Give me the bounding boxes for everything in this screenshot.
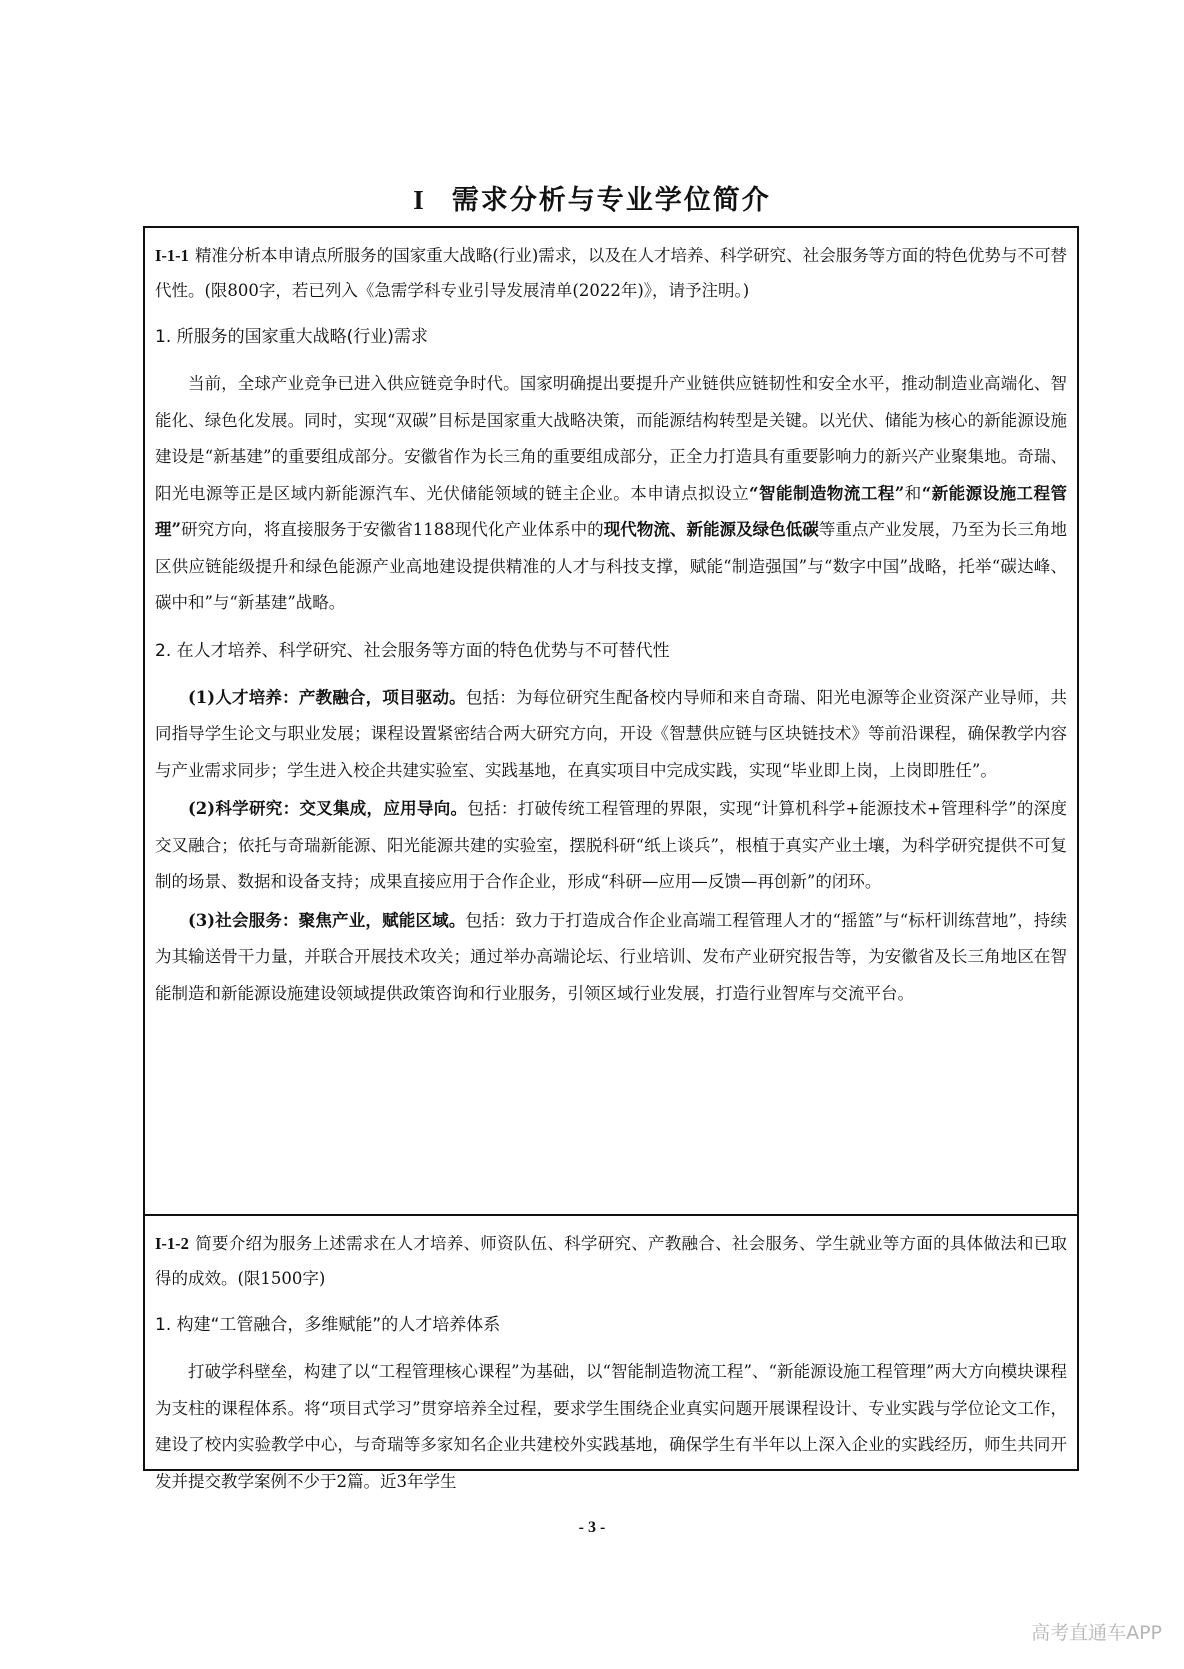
section-question bbox=[155, 1226, 1067, 1296]
title-number: I bbox=[413, 185, 426, 215]
section-question bbox=[155, 238, 1067, 308]
paragraph-strategy bbox=[155, 366, 1067, 622]
text-run: 和 bbox=[904, 483, 922, 503]
title-text: 需求分析与专业学位简介 bbox=[451, 185, 771, 216]
paragraph-scientific-research bbox=[155, 791, 1067, 901]
text-run: 等重点产业发展，乃至为长三角地区供应链能级提升和绿色能源产业高地建设提供精准的人才与科技支撑，赋能“制造强国”与“数字中国”战略，托举“碳达峰、碳中和”与“新基建”战略。 bbox=[155, 520, 1068, 612]
paragraph-training-system: 打破学科壁垒，构建了以“工程管理核心课程”为基础，以“智能制造物流工程”、“新能源设施工程管理”两大方向模块课程为支柱的课程体系。将“项目式学习”贯穿培养全过程，要求学生围绕企业真实问题开展课程设计、专业实践与学位论文工作，建设了校内实验教学中心，与奇瑞等多家知名企业共建校外实践基地，确保学生有半年以上深入企业的实践经历，师生共同开发并提交教学案例不少于2篇。近3年学生 bbox=[155, 1362, 1067, 1491]
item-text: 包括：为每位研究生配备校内导师和来自奇瑞、阳光电源等企业资深产业导师，共同指导学生论文与职业发展；课程设置紧密结合两大研究方向，开设《智慧供应链与区块链技术》等前沿课程，确保教学内容与产业需求同步；学生进入校企共建实验室、实践基地，在真实项目中完成实践，实现“毕业即上岗，上岗即胜任”。 bbox=[155, 687, 1067, 780]
watermark: 高考直通车APP bbox=[1031, 1622, 1162, 1644]
page-title bbox=[0, 178, 1184, 217]
item-lead: (1)人才培养：产教融合，项目驱动。 bbox=[188, 687, 466, 707]
bold-run: “新能源设施工程管理” bbox=[155, 483, 1068, 539]
heading-training-system: 1. 构建“工管融合，多维赋能”的人才培养体系 bbox=[155, 1315, 501, 1335]
content-frame bbox=[143, 226, 1079, 1491]
question-text: 精准分析本申请点所服务的国家重大战略(行业)需求，以及在人才培养、科学研究、社会服务等方面的特色优势与不可替代性。(限800字，若已列入《急需学科专业引导发展清单(2022年)》，请予注明。) bbox=[155, 246, 1067, 300]
item-text: 包括：致力于打造成合作企业高端工程管理人才的“摇篮”与“标杆训练营地”，持续为其输送骨干力量，并联合开展技术攻关；通过举办高端论坛、行业培训、发布产业研究报告等，为安徽省及长三角地区在智能制造和新能源设施建设领域提供政策咨询和行业服务，引领区域行业发展，打造行业智库与交流平台。 bbox=[155, 910, 1067, 1003]
bold-run: 现代物流、新能源及绿色低碳 bbox=[603, 520, 819, 539]
text-run: 研究方向，将直接服务于安徽省1188现代化产业体系中的 bbox=[181, 520, 604, 539]
item-text: 包括：打破传统工程管理的界限，实现“计算机科学+能源技术+管理科学”的深度交叉融合；依托与奇瑞新能源、阳光能源共建的实验室，摆脱科研“纸上谈兵”，根植于真实产业土壤，为科学研究提供不可复制的场景、数据和设备支持；成果直接应用于合作企业，形成“科研—应用—反馈—再创新”的闭环。 bbox=[155, 799, 1067, 891]
section-id: I-1-1 bbox=[155, 246, 189, 265]
heading-advantages: 2. 在人才培养、科学研究、社会服务等方面的特色优势与不可替代性 bbox=[155, 640, 670, 661]
bold-run: “智能制造物流工程” bbox=[749, 483, 905, 503]
heading-national-strategy: 1. 所服务的国家重大战略(行业)需求 bbox=[155, 327, 428, 347]
text-run: 当前，全球产业竞争已进入供应链竞争时代。国家明确提出要提升产业链供应链韧性和安全水平，推动制造业高端化、智能化、绿色化发展。同时，实现“双碳”目标是国家重大战略决策，而能源结构转型是关键。以光伏、储能为核心的新能源设施建设是“新基建”的重要组成部分。安徽省作为长三角的重要组成部分，正全力打造具有重要影响力的新兴产业聚集地。奇瑞、阳光电源等正是区域内新能源汽车、光伏储能领域的链主企业。本申请点拟设立 bbox=[155, 374, 1067, 503]
section-i-1-1 bbox=[145, 228, 1077, 1214]
item-lead: (2)科学研究：交叉集成，应用导向。 bbox=[188, 799, 468, 818]
paragraph-social-service bbox=[155, 903, 1067, 1013]
section-id: I-1-2 bbox=[155, 1234, 189, 1253]
item-lead: (3)社会服务：聚焦产业，赋能区域。 bbox=[188, 910, 466, 930]
page-number: - 3 - bbox=[578, 1519, 606, 1536]
paragraph-talent-training bbox=[155, 680, 1067, 790]
question-text: 简要介绍为服务上述需求在人才培养、师资队伍、科学研究、产教融合、社会服务、学生就业等方面的具体做法和已取得的成效。(限1500字) bbox=[155, 1234, 1067, 1288]
section-i-1-2 bbox=[145, 1214, 1077, 1491]
